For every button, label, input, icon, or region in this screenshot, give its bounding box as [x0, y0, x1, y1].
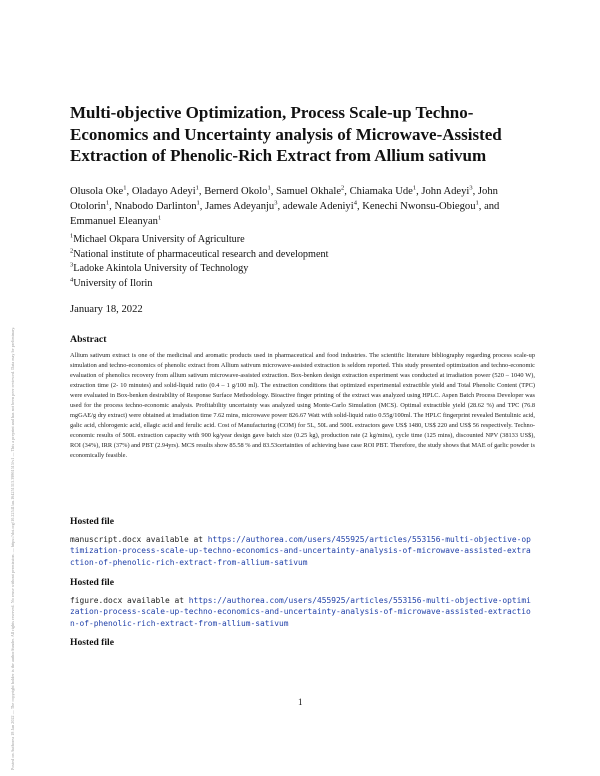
- author-name: Samuel Okhale: [276, 186, 342, 197]
- author-name: Olusola Oke: [70, 186, 124, 197]
- hosted-file-link-2[interactable]: https://authorea.com/users/455925/articles/553156-multi-objective-optimization-process-scale-up-techno-economics-and-uncertainty-analysis-of-microwave-assisted-extraction-of-phenolic-rich-extract-from-allium-sativum: [70, 596, 531, 628]
- author-list: Olusola Oke$^1$, Oladayo Adeyi$^1$, Bernerd Okolo$^1$, Samuel Okhale$^2$, Chiamaka Ude$^1$, John Adeyi$^3$, John Otolorin$^1$, Nnabodo Darlinton$^1$, James Adeyanju$^3$, adewale Adeniyi$^4$, Kenechi Nwonsu-Obiegou$^1$, and Emmanuel Eleanyan$^1$: [70, 184, 500, 228]
- hosted-file-line-1: [70, 534, 535, 568]
- abstract-text: Allium sativum extract is one of the medicinal and aromatic products used in pharmaceutical and food industries. The scientific literature bibliography regarding process scale-up simulation and techno-economics of phenolic extract from Allium sativum microwave-assisted extraction is seldom reported. This study presented optimization and techno-economic evaluation of phenolics recovery from allium sativum microwave-assisted extraction. Box-benken design extraction experiment was conducted at irradiation power (520 – 1040 W), extraction time (2- 10 minutes) and solid-liquid ratio (0.4 – 1 g/100 ml). The extraction conditions that optimized experimental extractible yield and Total Phenolic Content (TPC) were evaluated in Box-benken desirability of Response Surface Methodology. Bioactive finger printing of the extract was analyzed using HPLC. Aspen Batch Process Developer was used for the process techno-economic analysis. Profitability uncertainty was analyzed using Monte-Carlo Simulation (MCS). Optimal extractible yield (28.62 %) and TPC (76.8 mgGAE/g dry extract) were obtained at irradiation time 7.62 mins, microwave power 826.67 Watt with solid-liquid ratio 0.55g/100ml. The HPLC fingerprint revealed Bentulinic acid, galic acid, chlorogenic acid, ellagic acid and ferulic acid. Cost of Manufacturing (COM) for 5L, 50L and 500L extractors gave US$ 1480, US$ 220 and US$ 56 respectively. Techno-economic results of 500L extraction capacity with 900 kg/year design gave batch size (0.25 kg), production rate (2 kg/mins), cycle time (125 mins), discounted NPV (38133 US$), ROI (34%), IRR (37%) and PBT (2.94yrs). MCS results show 85.58 % and 83.53certainties of achieving base case ROI PBT. Therefore, the study shows that MAE of garlic powder is economically feasible.: [70, 352, 535, 460]
- affiliation-name: University of Ilorin: [73, 277, 153, 289]
- page-number: 1: [298, 697, 303, 707]
- author-affiliation-marker: 2: [341, 184, 345, 192]
- author-affiliation-marker: 1: [123, 184, 127, 192]
- hosted-file-name-2: figure.docx: [70, 596, 123, 605]
- paper-page: [70, 0, 535, 776]
- hosted-file-link-1[interactable]: https://authorea.com/users/455925/articles/553156-multi-objective-optimization-process-scale-up-techno-economics-and-uncertainty-analysis-of-microwave-assisted-extraction-of-phenolic-rich-extract-from-allium-sativum: [70, 535, 531, 567]
- affiliation-number: 3: [70, 261, 74, 269]
- preprint-side-note: Posted on Authorea 18 Jan 2022 — The copyright holder is the author/funder. All rights reserved. No reuse without permission. — https://doi.org/10.22541/au.164251313.39861515/v1 — This a preprint and has not been peer reviewed. Data may be preliminary.: [10, 326, 15, 770]
- hosted-file-heading-2: Hosted file: [70, 577, 114, 588]
- hosted-file-connector-1: available at: [141, 535, 208, 544]
- author-affiliation-marker: 1: [412, 184, 417, 192]
- author-name: John Otolorin: [70, 186, 498, 213]
- affiliation-item: [70, 233, 535, 248]
- affiliation-list: [70, 233, 535, 291]
- author-name: Bernerd Okolo: [204, 186, 268, 197]
- author-affiliation-marker: 1: [196, 199, 200, 207]
- affiliation-item: [70, 262, 535, 277]
- author-name: adewale Adeniyi: [282, 201, 354, 213]
- publication-date: January 18, 2022: [70, 304, 143, 315]
- author-affiliation-marker: 1: [195, 184, 199, 192]
- affiliation-number: 4: [70, 276, 74, 284]
- paper-title: Multi-objective Optimization, Process Scale-up Techno-Economics and Uncertainty analysis of Microwave-Assisted Extraction of Phenolic-Rich Extract from Allium sativum: [70, 103, 502, 165]
- author-name: Chiamaka Ude: [349, 186, 413, 197]
- hosted-file-heading-1: Hosted file: [70, 516, 114, 527]
- affiliation-item: [70, 277, 535, 292]
- affiliation-name: Ladoke Akintola University of Technology: [73, 263, 249, 275]
- affiliation-item: [70, 248, 535, 263]
- author-affiliation-marker: 1: [475, 199, 479, 207]
- author-affiliation-marker: 3: [274, 199, 278, 207]
- author-affiliation-marker: 1: [157, 214, 162, 222]
- hosted-file-line-2: [70, 595, 535, 629]
- author-affiliation-marker: 3: [469, 184, 473, 192]
- author-name: Kenechi Nwonsu-Obiegou: [362, 201, 476, 213]
- author-name: Emmanuel Eleanyan: [70, 216, 158, 228]
- abstract-heading: Abstract: [70, 334, 107, 345]
- author-name: Nnabodo Darlinton: [114, 201, 197, 213]
- affiliation-number: 1: [70, 232, 74, 240]
- author-name: John Adeyi: [421, 186, 470, 197]
- hosted-file-name-1: manuscript.docx: [70, 535, 142, 544]
- affiliation-name: National institute of pharmaceutical research and development: [73, 248, 329, 260]
- author-name: Oladayo Adeyi: [131, 186, 196, 197]
- author-affiliation-marker: 1: [267, 184, 271, 192]
- hosted-file-heading-3: Hosted file: [70, 637, 114, 648]
- author-affiliation-marker: 1: [105, 199, 110, 207]
- author-name: James Adeyanju: [205, 201, 275, 213]
- author-affiliation-marker: 4: [353, 199, 357, 207]
- affiliation-number: 2: [70, 247, 74, 255]
- affiliation-name: Michael Okpara University of Agriculture: [73, 234, 245, 245]
- hosted-file-connector-2: available at: [122, 596, 189, 605]
